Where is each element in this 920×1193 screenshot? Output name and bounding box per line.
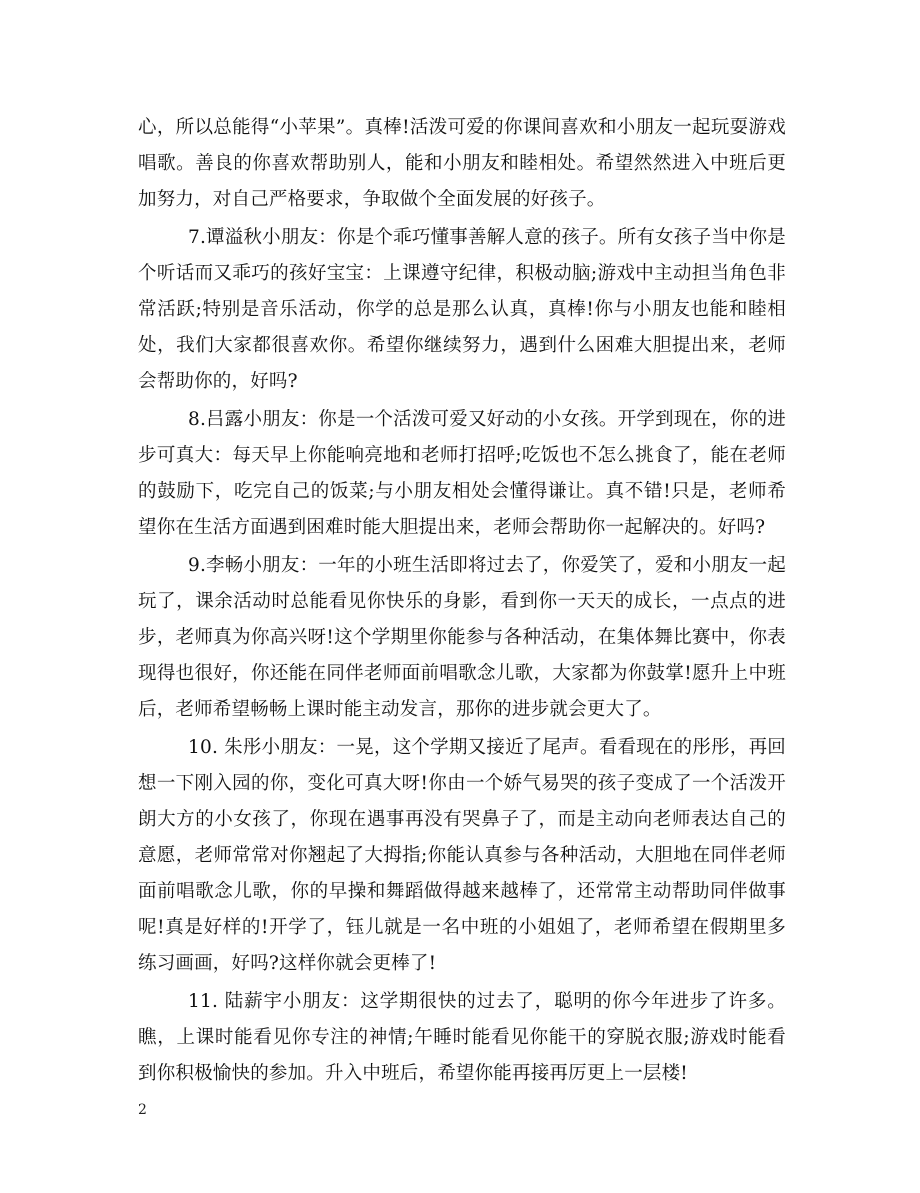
paragraph-continuation: 心，所以总能得“小苹果”。真棒!活泼可爱的你课间喜欢和小朋友一起玩耍游戏唱歌。善良的你喜欢帮助别人，能和小朋友和睦相处。希望然然进入中班后更加努力，对自己严格要求，争取做个全面发展的好孩子。 [138,117,786,210]
paragraph-item-7: 7.谭溢秋小朋友：你是个乖巧懂事善解人意的孩子。所有女孩子当中你是个听话而又乖巧的孩好宝宝：上课遵守纪律，积极动脑;游戏中主动担当角色非常活跃;特别是音乐活动，你学的总是那么认真，真棒!你与小朋友也能和睦相处，我们大家都很喜欢你。希望你继续努力，遇到什么困难大胆提出来，老师会帮助你的，好吗? [138,227,786,392]
page-number: 2 [138,1102,147,1118]
paragraph-item-10: 10. 朱彤小朋友：一晃，这个学期又接近了尾声。看看现在的彤彤，再回想一下刚入园的你，变化可真大呀!你由一个娇气易哭的孩子变成了一个活泼开朗大方的小女孩了，你现在遇事再没有哭鼻子了，而是主动向老师表达自己的意愿，老师常常对你翘起了大拇指;你能认真参与各种活动，大胆地在同伴老师面前唱歌念儿歌，你的早操和舞蹈做得越来越棒了，还常常主动帮助同伴做事呢!真是好样的!开学了，钰儿就是一名中班的小姐姐了，老师希望在假期里多练习画画，好吗?这样你就会更棒了! [138,737,786,974]
paragraph-item-9: 9.李畅小朋友：一年的小班生活即将过去了，你爱笑了，爱和小朋友一起玩了，课余活动时总能看见你快乐的身影，看到你一天天的成长，一点点的进步，老师真为你高兴呀!这个学期里你能参与各种活动，在集体舞比赛中，你表现得也很好，你还能在同伴老师面前唱歌念儿歌，大家都为你鼓掌!愿升上中班后，老师希望畅畅上课时能主动发言，那你的进步就会更大了。 [138,555,786,720]
document-body [138,110,786,1094]
paragraph-item-8: 8.吕露小朋友：你是一个活泼可爱又好动的小女孩。开学到现在，你的进步可真大：每天早上你能响亮地和老师打招呼;吃饭也不怎么挑食了，能在老师的鼓励下，吃完自己的饭菜;与小朋友相处会懂得谦让。真不错!只是，老师希望你在生活方面遇到困难时能大胆提出来，老师会帮助你一起解决的。好吗? [138,409,786,538]
paragraph-item-11: 11. 陆薪宇小朋友：这学期很快的过去了，聪明的你今年进步了许多。瞧，上课时能看见你专注的神情;午睡时能看见你能干的穿脱衣服;游戏时能看到你积极愉快的参加。升入中班后，希望你能再接再厉更上一层楼! [138,991,786,1084]
